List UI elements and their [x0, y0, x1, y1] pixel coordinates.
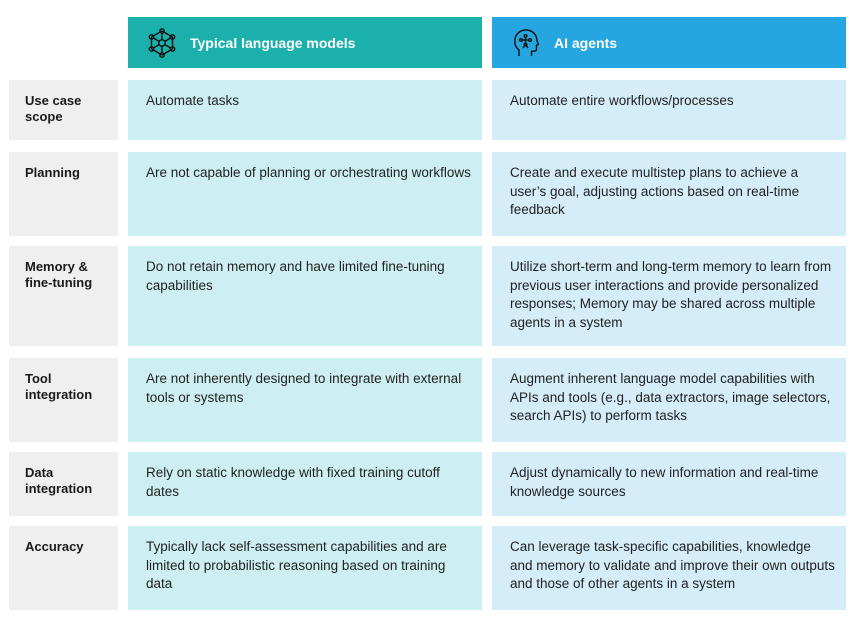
header-typical-language-models [128, 17, 482, 68]
header-ai-agents [492, 17, 846, 68]
cell-language-models: Are not capable of planning or orchestrating workflows [128, 152, 482, 236]
ai-head-icon [510, 27, 542, 59]
cell-language-models: Automate tasks [128, 80, 482, 140]
row-label: Tool integration [9, 358, 118, 442]
cell-language-models: Typically lack self-assessment capabilities and are limited to probabilistic reasoning based on training data [128, 526, 482, 610]
cell-language-models: Do not retain memory and have limited fine-tuning capabilities [128, 246, 482, 346]
cell-ai-agents: Can leverage task-specific capabilities, knowledge and memory to validate and improve their own outputs and those of other agents in a system [492, 526, 846, 610]
cell-ai-agents: Create and execute multistep plans to achieve a user’s goal, adjusting actions based on real-time feedback [492, 152, 846, 236]
neural-network-icon [146, 27, 178, 59]
row-label: Data integration [9, 452, 118, 516]
table-row [0, 246, 865, 346]
row-label: Planning [9, 152, 118, 236]
cell-ai-agents: Adjust dynamically to new information and real-time knowledge sources [492, 452, 846, 516]
cell-ai-agents: Augment inherent language model capabilities with APIs and tools (e.g., data extractors, image selectors, search APIs) to perform tasks [492, 358, 846, 442]
row-label: Accuracy [9, 526, 118, 610]
cell-language-models: Are not inherently designed to integrate with external tools or systems [128, 358, 482, 442]
cell-ai-agents: Utilize short-term and long-term memory to learn from previous user interactions and provide personalized responses; Memory may be shared across multiple agents in a system [492, 246, 846, 346]
table-row [0, 358, 865, 442]
row-label: Memory & fine-tuning [9, 246, 118, 346]
header-label: AI agents [554, 34, 618, 51]
table-row [0, 452, 865, 516]
cell-ai-agents: Automate entire workflows/processes [492, 80, 846, 140]
table-row [0, 80, 865, 140]
header-label: Typical language models [190, 34, 356, 51]
table-row [0, 152, 865, 236]
row-label: Use case scope [9, 80, 118, 140]
cell-language-models: Rely on static knowledge with fixed training cutoff dates [128, 452, 482, 516]
table-row [0, 526, 865, 610]
